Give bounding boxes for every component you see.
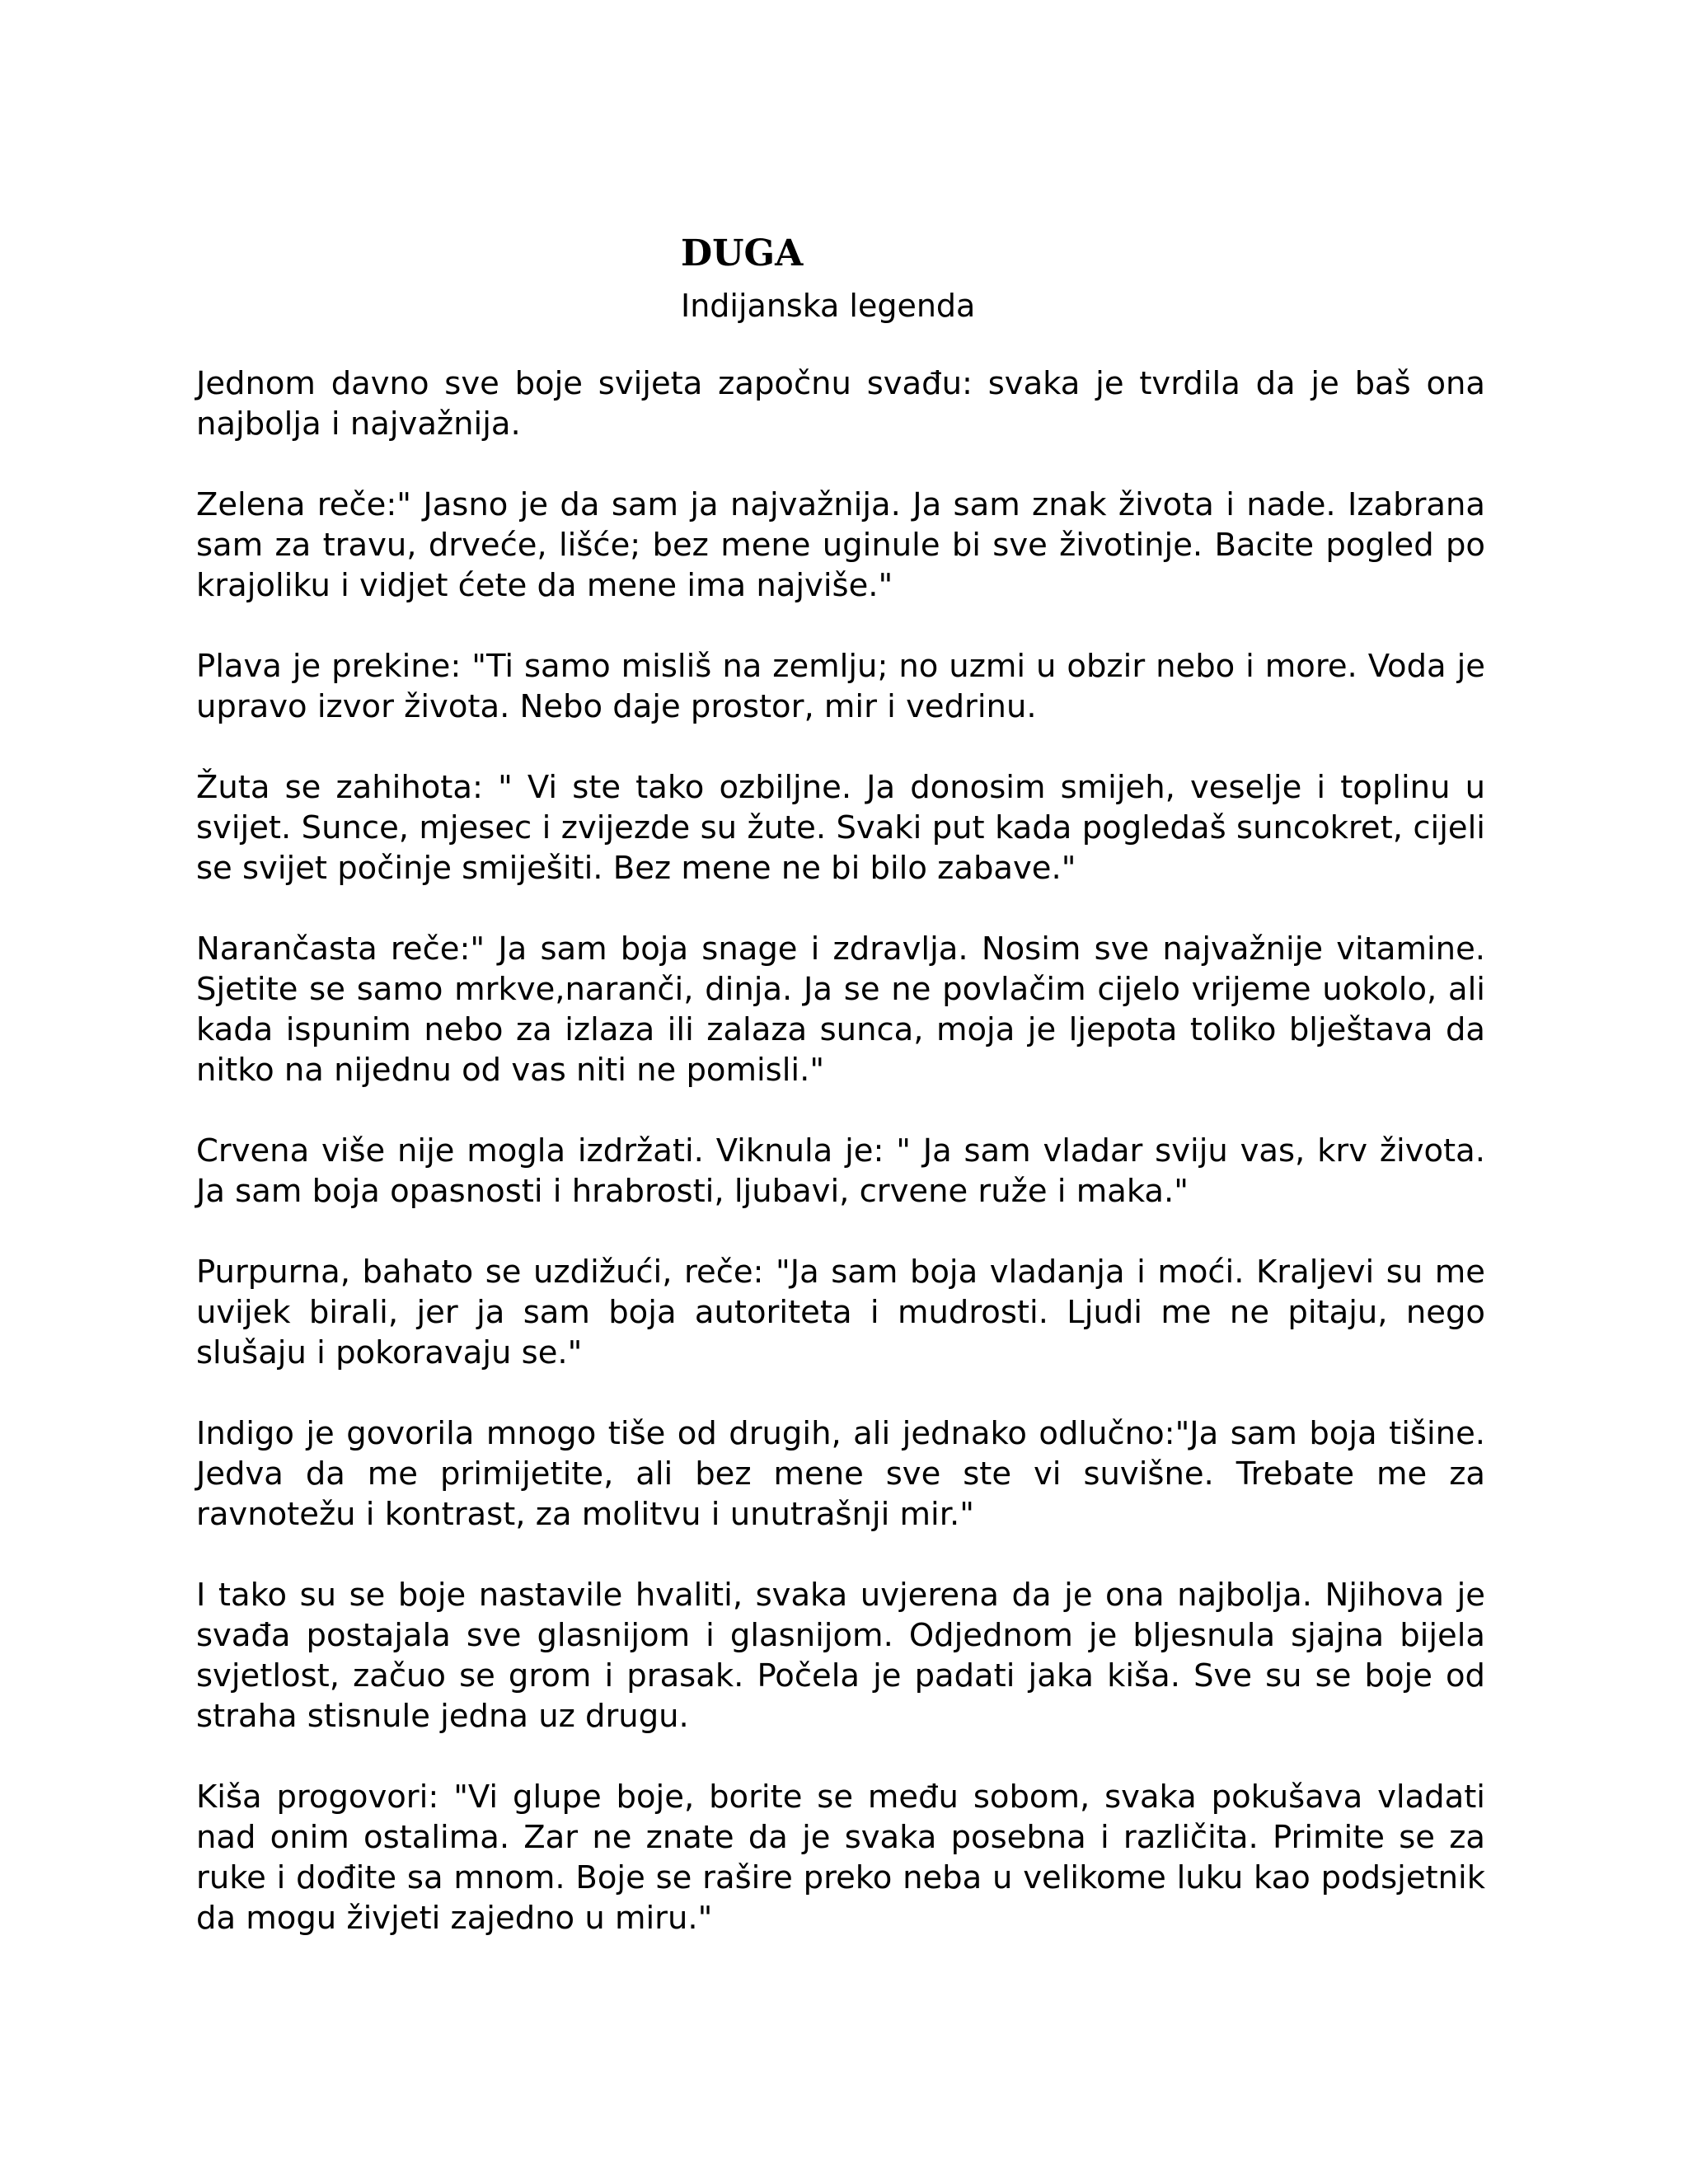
- paragraph: Plava je prekine: "Ti samo misliš na zemlju; no uzmi u obzir nebo i more. Voda je upravo izvor života. Nebo daje prostor, mir i vedrinu.: [196, 648, 1485, 725]
- paragraph: I tako su se boje nastavile hvaliti, svaka uvjerena da je ona najbolja. Njihova je svađa postajala sve glasnijom i glasnijom. Odjednom je bljesnula sjajna bijela svjetlost, začuo se grom i prasak. Počela je padati jaka kiša. Sve su se boje od straha stisnule jedna uz drugu.: [196, 1577, 1485, 1735]
- paragraph: Purpurna, bahato se uzdižući, reče: "Ja sam boja vladanja i moći. Kraljevi su me uvijek birali, jer ja sam boja autoriteta i mudrosti. Ljudi me ne pitaju, nego slušaju i pokoravaju se.": [196, 1254, 1485, 1371]
- paragraph: Žuta se zahihota: " Vi ste tako ozbiljne. Ja donosim smijeh, veselje i toplinu u svijet. Sunce, mjesec i zvijezde su žute. Svaki put kada pogledaš suncokret, cijeli se svijet počinje smiješiti. Bez mene ne bi bilo zabave.": [196, 769, 1485, 887]
- document-body: [196, 363, 1485, 1938]
- paragraph: Crvena više nije mogla izdržati. Viknula je: " Ja sam vladar sviju vas, krv života. Ja sam boja opasnosti i hrabrosti, ljubavi, crvene ruže i maka.": [196, 1132, 1485, 1210]
- document-title: DUGA: [681, 232, 804, 274]
- paragraph: Zelena reče:" Jasno je da sam ja najvažnija. Ja sam znak života i nade. Izabrana sam za travu, drveće, lišće; bez mene uginule bi sve životinje. Bacite pogled po krajoliku i vidjet ćete da mene ima najviše.": [196, 486, 1485, 604]
- paragraph: Indigo je govorila mnogo tiše od drugih, ali jednako odlučno:"Ja sam boja tišine. Jedva da me primijetite, ali bez mene sve ste vi suvišne. Trebate me za ravnotežu i kontrast, za molitvu i unutrašnji mir.": [196, 1415, 1485, 1533]
- paragraph: Kiša progovori: "Vi glupe boje, borite se među sobom, svaka pokušava vladati nad onim ostalima. Zar ne znate da je svaka posebna i različita. Primite se za ruke i dođite sa mnom. Boje se raširе preko neba u velikome luku kao podsjetnik da mogu živjeti zajedno u miru.": [196, 1779, 1485, 1937]
- paragraph: Narančasta reče:" Ja sam boja snage i zdravlja. Nosim sve najvažnije vitamine. Sjetite se samo mrkve,naranči, dinja. Ja se ne povlačim cijelo vrijeme uokolo, ali kada ispunim nebo za izlaza ili zalaza sunca, moja je ljepota toliko blještava da nitko na nijednu od vas niti ne pomisli.": [196, 930, 1485, 1089]
- document-subtitle: Indijanska legenda: [681, 288, 976, 324]
- paragraph: Jednom davno sve boje svijeta započnu svađu: svaka je tvrdila da je baš ona najbolja i najvažnija.: [196, 365, 1485, 443]
